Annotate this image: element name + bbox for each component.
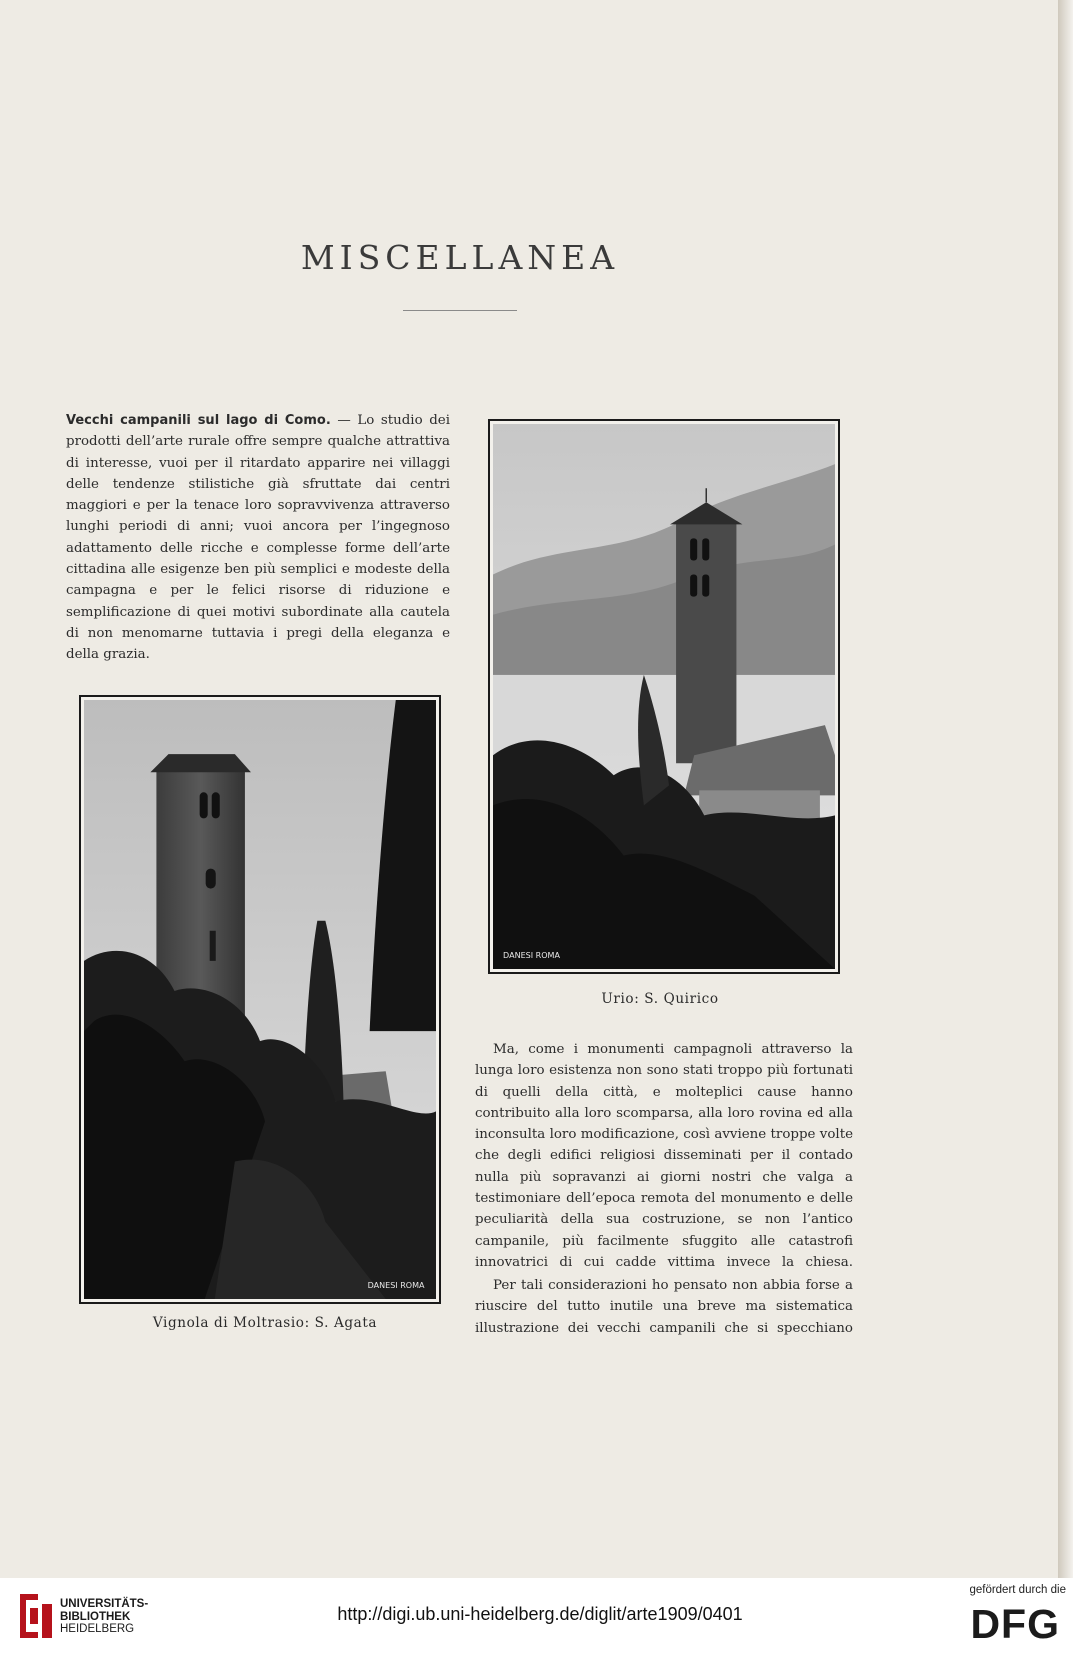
photo-image-1 <box>84 700 436 1299</box>
article-paragraph-2 <box>475 1039 853 1273</box>
permalink-url[interactable]: http://digi.ub.uni-heidelberg.de/diglit/arte1909/0401 <box>337 1604 743 1624</box>
dfg-logo: DFG <box>970 1601 1060 1647</box>
article-lead: Vecchi campanili sul lago di Como. <box>66 413 331 428</box>
funding-note: gefördert durch die <box>969 1584 1066 1596</box>
page-edge <box>1058 0 1073 1578</box>
caption-urio: Urio: S. Quirico <box>601 991 719 1007</box>
article-paragraph-1-text: — Lo studio dei prodotti dell’arte rurale offre sempre qualche attrattiva di interesse, vuoi per il ritardato apparire nei villaggi delle tendenze stilistiche già sfruttate dai centri maggiori e per la tenace loro sopravvivenza attraverso lunghi periodi di anni; vuoi ancora per l’ingegnoso adattamento delle ricche e complesse forme dell’arte cittadina alle esigenze ben più semplici e modeste della campagna e per le felici risorse di riduzione e semplificazione di quei motivi subordinate alla cautela di non menomarne tuttavia i pregi della eleganza e della grazia. <box>66 413 450 663</box>
photographer-mark-1: DANESI ROMA <box>367 1280 425 1290</box>
photographer-mark-2: DANESI ROMA <box>503 950 560 960</box>
caption-vignola: Vignola di Moltrasio: S. Agata <box>152 1315 378 1331</box>
library-line-2: BIBLIOTHEK <box>60 1610 131 1623</box>
article-paragraph-3 <box>475 1275 853 1339</box>
photo-image-2 <box>493 424 835 969</box>
photo-vignola-di-moltrasio <box>79 695 441 1304</box>
library-line-3: HEIDELBERG <box>60 1623 135 1635</box>
university-library-logo-icon <box>14 1590 58 1642</box>
page-title: MISCELLANEA <box>300 238 620 277</box>
article-paragraph-1 <box>66 410 450 666</box>
article-paragraph-2-text: Ma, come i monumenti campagnoli attraverso la lunga loro esistenza non sono stati troppo più fortunati di quelli della città, e molteplici cause hanno contribuito alla loro scomparsa, alla loro rovina ed alla inconsulta loro modificazione, così avviene troppe volte che degli edifici religiosi disseminati per il contado nulla più sopravanzi ai giorni nostri che valga a testimoniare dell’epoca remota del monumento e delle peculiarità della sua costruzione, se non l’antico campanile, più facilmente sfuggito alle catastrofi innovatrici di cui cadde vittima invece la chiesa. <box>475 1042 853 1270</box>
library-line-1: UNIVERSITÄTS- <box>60 1598 149 1610</box>
library-name <box>60 1598 148 1636</box>
photo-urio <box>488 419 840 974</box>
article-paragraph-3-text: Per tali considerazioni ho pensato non abbia forse a riuscire del tutto inutile una breve ma sistematica illustrazione dei vecchi campanili che si specchiano <box>475 1278 853 1336</box>
title-divider <box>403 310 517 311</box>
